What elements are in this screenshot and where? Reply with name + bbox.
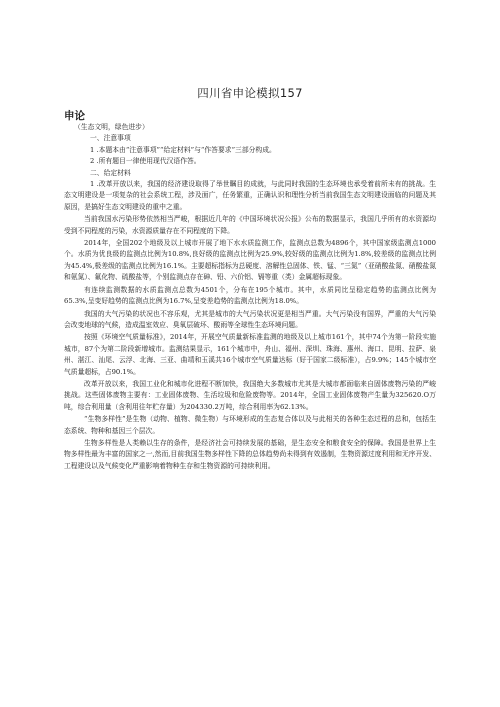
section-label: 一、注意事项 [90, 134, 131, 143]
body-paragraph: 改革开放以来，我国工业化和城市化进程不断加快，我国绝大多数城市尤其是大城市都面临来自固体废物污染的严峻挑战。这些固体废物主要有：工业固体废物、生活垃圾和危险废物等。2014年，全国工业固体废物产生量为325620.O万吨，综合利用量（含利用往年贮存量）为204330.2万吨，综合利用率为62.13%。 [64, 379, 436, 411]
section-label: 二、给定材料 [90, 168, 131, 177]
subtitle-paragraph: （生态文明，绿色进步） [74, 123, 149, 131]
body-paragraph: 1 .改革开放以来，我国的经济建设取得了举世瞩目的成就，与此同时我国的生态环境也承受着前所未有的挑战。生态文明建设是一项复杂的社会系统工程，涉及面广，任务繁重，正确认识和理性分析当前我国生态文明建设面临的问题及其原因，是搞好生态文明建设的重中之重。 [64, 180, 436, 211]
body-paragraph: 按照《环境空气质量标准》，2014年，开展空气质量新标准监测的地级及以上城市161个，其中74个为第一阶段实施城市，87个为第二阶段新增城市。监测结果显示，161个城市中，舟山、福州、深圳、珠海、惠州、海口、昆明、拉萨、泉州、湛江、汕尾、云浮、北海、三亚、曲靖和玉溪共16个城市空气质量达标（好于国家二级标准），占9.9%；145个城市空气质量超标，占90.1%。 [64, 333, 436, 376]
list-item: 1 .本题本由“注意事项”“给定材料”与“作答要求”三部分构成。 [90, 145, 276, 154]
body-paragraph: 2014年，全国202个地级及以上城市开展了地下水水质监测工作，监测点总数为4896个，其中国家级监测点1000个。水质为优良级的监测点比例为10.8%,良好级的监测点比例为25.9%,较好级的监测点比例为1.8%,较差级的监测点比例为45.4%,极差级的监测点比例为16.1%。主要超标指标为总硬度、溶解性总固体、铁、锰、“三氮”（亚硝酸盐氮、硝酸盐氮和氨氮）、氟化物、硫酸盐等，个别监测点存在砷、铅、六价铝、镉等重（类）金属超标现象。 [64, 239, 436, 282]
body-paragraph: 我国的大气污染的状况也不容乐观，尤其是城市的大气污染状况更是相当严重。大气污染没有国界，严重的大气污染会改变地球的气候，造成温室效应、臭氧层破坏、酸雨等全球性生态环境问题。 [64, 309, 436, 329]
document-title: 四川省申论模拟157 [197, 86, 303, 100]
document-body [64, 122, 436, 472]
body-paragraph: 有连续监测数据的水质监测点总数为4501个，分布在195个城市。其中，水质同比呈稳定趋势的监测点比例为65.3%,呈变好趋势的监测点比例为16.7%,呈变差趋势的监测点比例为18.0%。 [64, 285, 436, 306]
body-paragraph: 当前我国水污染形势依然相当严峻，根据近几年的《中国环境状况公报》公布的数据显示，我国几乎所有的水资源均受到不同程度的污染，水资源质量存在不同程度的下降。 [64, 215, 436, 235]
body-paragraph: “生物多样性”是生物（动物、植物、微生物）与环境形成的生态复合体以及与此相关的各种生态过程的总和，包括生态系统、物种和基因三个层次。 [64, 415, 436, 435]
body-paragraph: 生物多样性是人类赖以生存的条件，是经济社会可持续发展的基础，是生态安全和粮食安全的保障。我国是世界上生物多样性最为丰富的国家之一,然而,目前我国生物多样性下降的总体趋势尚未得到有效遏制，生物资源过度利用和无序开发、工程建设以及气候变化严重影响着物种生存和生物资源的可持续利用。 [64, 438, 436, 470]
list-item: 2 .所有题目一律使用现代汉语作答。 [90, 157, 201, 166]
section-heading: 申论 [64, 110, 85, 122]
